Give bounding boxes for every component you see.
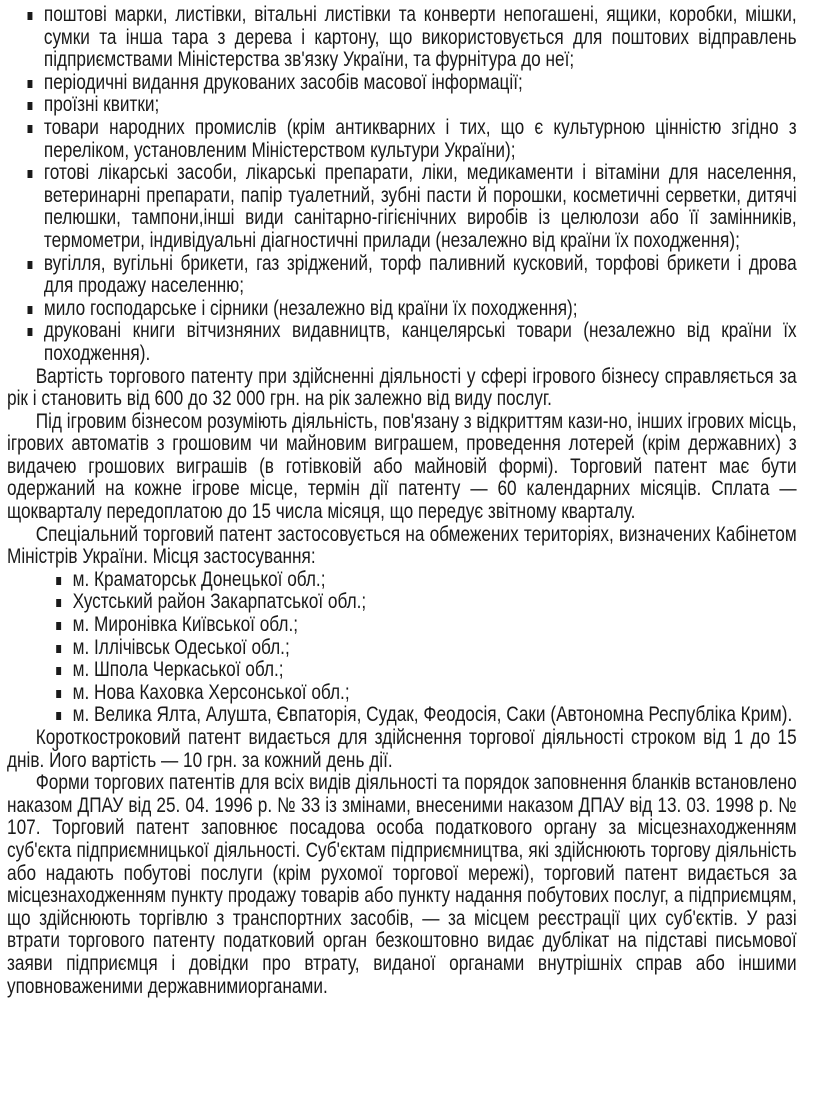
list-item: готові лікарські засоби, лікарські препарати, ліки, медикаменти і вітаміни для населення, ветеринарні препарати, папір туалетний, зубні пасти й порошки, косметичні серветки, дитячі пелюшки, тампони,інші види санітарно-гігієнічних виробів із целюлози або її замінників, термометри, індивідуальні діагностичні прилади (незалежно від країни їх походження); xyxy=(7,162,797,252)
list-item: Хустський район Закарпатської обл.; xyxy=(7,591,797,614)
paragraph-gaming-cost: Вартість торгового патенту при здійсненні діяльності у сфері ігрового бізнесу справляється за рік і становить від 600 до 32 000 грн. на рік залежно від виду послуг. xyxy=(7,364,797,411)
document-page xyxy=(7,4,797,998)
list-item: друковані книги вітчизняних видавництв, канцелярські товари (незалежно від країни їх походження). xyxy=(7,320,797,365)
list-item: м. Миронівка Київської обл.; xyxy=(7,614,797,637)
list-item: м. Краматорськ Донецької обл.; xyxy=(7,569,797,592)
list-item: проїзні квитки; xyxy=(7,94,797,117)
list-item: періодичні видання друкованих засобів масової інформації; xyxy=(7,72,797,95)
paragraph-special-patent: Спеціальний торговий патент застосовується на обмежених територіях, визначених Кабінетом Міністрів України. Місця застосування: xyxy=(7,522,797,569)
places-list xyxy=(7,569,797,727)
paragraph-short-term-patent: Короткостроковий патент видається для здійснення торгової діяльності строком від 1 до 15 днів. Його вартість — 10 грн. за кожний день дії. xyxy=(7,726,797,772)
list-item: товари народних промислів (крім антикварних і тих, що є культурною цінністю згідно з переліком, установленим Міністерством культури України); xyxy=(7,117,797,162)
list-item: м. Велика Ялта, Алушта, Євпаторія, Судак, Феодосія, Саки (Автономна Республіка Крим). xyxy=(7,704,797,727)
exempt-goods-list xyxy=(7,4,797,366)
paragraph-gaming-definition: Під ігровим бізнесом розуміють діяльність, пов'язану з відкриттям кази-но, інших ігрових місць, ігрових автоматів з грошовим чи майновим виграшем, проведення лотерей (крім державних) з видачею грошових виграшів (в готівковій або майновій формі). Торговий патент має бути одержаний на кожне ігрове місце, термін дії патенту — 60 календарних місяців. Сплата — щокварталу передоплатою до 15 числа місяця, що передує звітному кварталу. xyxy=(7,409,797,524)
paragraph-patent-forms: Форми торгових патентів для всіх видів діяльності та порядок заповнення бланків встановлено наказом ДПАУ від 25. 04. 1996 р. № 33 із змінами, внесеними наказом ДПАУ від 13. 03. 1998 р. № 107. Торговий патент заповнює посадова особа податкового органу за місцезнаходженням суб'єкта підприємницької діяльності. Суб'єктам підприємництва, які здійснюють торгову діяльність або надають побутові послуги (крім рухомої торгової мережі), торговий патент видається за місцезнаходженням пункту продажу товарів або пункту надання побутових послуг, а підприємцям, що здійснюють торгівлю з транспортних засобів, — за місцем реєстрації цих суб'єктів. У разі втрати торгового патенту податковий орган безкоштовно видає дублікат на підставі письмової заяви підприємця і довідки про втрату, виданої органами внутрішніх справ або іншими уповноваженими державнимиорганами. xyxy=(7,771,797,998)
list-item: вугілля, вугільні брикети, газ зріджений, торф паливний кусковий, торфові брикети і дрова для продажу населенню; xyxy=(7,253,797,298)
list-item: поштові марки, листівки, вітальні листівки та конверти непогашені, ящики, коробки, мішки, сумки та інша тара з дерева і картону, що використовується для поштових відправлень підприємствами Міністерства зв'язку України, та фурнітура до неї; xyxy=(7,4,797,72)
list-item: м. Шпола Черкаської обл.; xyxy=(7,659,797,682)
list-item: м. Іллічівськ Одеської обл.; xyxy=(7,637,797,660)
list-item: мило господарське і сірники (незалежно від країни їх походження); xyxy=(7,298,797,321)
list-item: м. Нова Каховка Херсонської обл.; xyxy=(7,682,797,705)
